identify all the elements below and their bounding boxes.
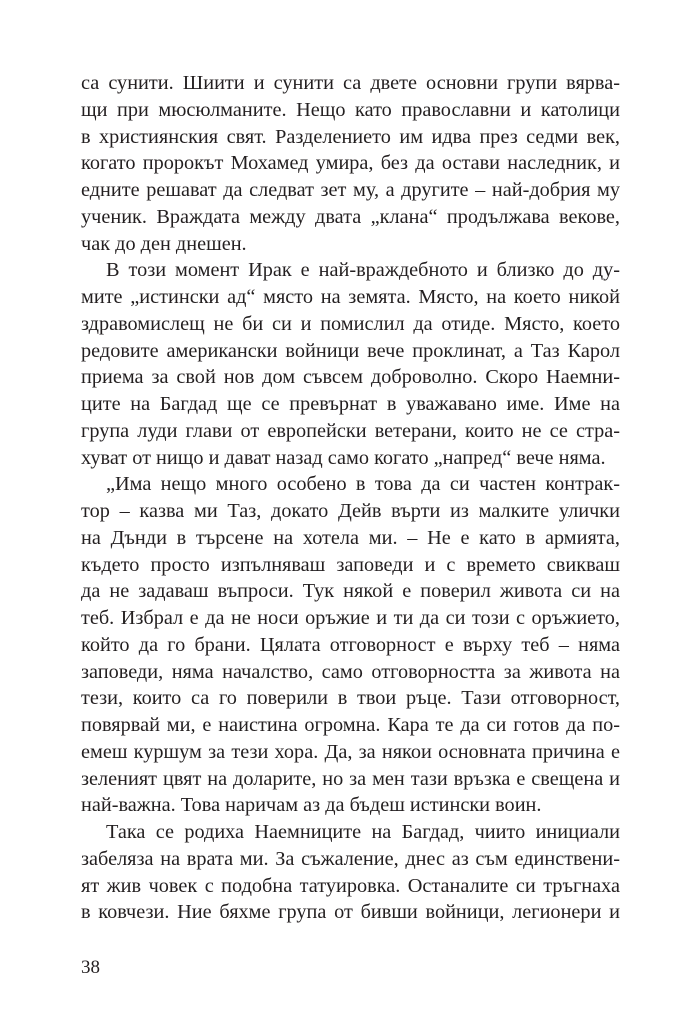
text-line: В този момент Ирак е най-враждебното и близко до ду-	[106, 259, 620, 282]
text-line: който да го брани. Цялата отговорност е върху теб – няма	[81, 633, 620, 656]
paragraph	[81, 70, 620, 257]
text-line: ят жив човек с подобна татуировка. Останалите си тръгнаха	[81, 874, 620, 897]
text-line: хуват от нищо и дават назад само когато „напред“ вече няма.	[81, 446, 606, 469]
text-line: най-важна. Това наричам аз да бъдеш истински воин.	[81, 794, 542, 817]
text-line: зеленият цвят на доларите, но за мен тази връзка е свещена и	[81, 767, 620, 790]
body-text	[81, 70, 620, 926]
text-line: са сунити. Шиити и сунити са двете основни групи вярва-	[81, 72, 620, 94]
text-line: едните решават да следват зет му, а другите – най-добрия му	[81, 179, 620, 201]
text-line: ците на Багдад ще се превърнат в уважавано име. Име на	[81, 393, 620, 415]
page-number: 38	[81, 957, 100, 978]
text-line: когато пророкът Мохамед умира, без да остави наследник, и	[81, 152, 620, 175]
paragraph	[81, 819, 620, 926]
text-line: да не задаваш въпроси. Тук някой е поверил живота си на	[81, 580, 620, 603]
text-line: повярвай ми, е наистина огромна. Кара те да си готов да по-	[81, 714, 620, 736]
text-line: приема за свой нов дом съвсем доброволно. Скоро Наемни-	[81, 366, 620, 389]
text-line: здравомислещ не би си и помислил да отиде. Място, което	[81, 312, 620, 335]
text-line: на Дънди в търсене на хотела ми. – Не е като в армията,	[81, 526, 620, 549]
text-line: група луди глави от европейски ветерани, които не се стра-	[81, 419, 620, 442]
text-line: редовите американски войници вече проклинат, а Таз Карол	[81, 339, 620, 362]
paragraph	[81, 471, 620, 819]
text-line: мите „истински ад“ място на земята. Място, на което никой	[81, 286, 620, 308]
text-line: чак до ден днешен.	[81, 232, 247, 255]
text-line: заповеди, няма началство, само отговорността за живота на	[81, 660, 620, 683]
text-line: теб. Избрал е да не носи оръжие и ти да си този с оръжието,	[81, 607, 620, 629]
paragraph	[81, 257, 620, 471]
text-line: щи при мюсюлманите. Нещо като православни и католици	[81, 98, 620, 121]
text-line: Така се родиха Наемниците на Багдад, чиито инициали	[106, 821, 620, 843]
text-line: в ковчези. Ние бяхме група от бивши войници, легионери и	[81, 901, 620, 924]
text-line: където просто изпълняваш заповеди и с времето свикваш	[81, 553, 620, 576]
text-line: ученик. Враждата между двата „клана“ продължава векове,	[81, 205, 620, 228]
text-line: забеляза на врата ми. За съжаление, днес аз съм единствени-	[81, 847, 620, 870]
text-line: тор – казва ми Таз, докато Дейв върти из малките улички	[81, 500, 620, 522]
text-line: тези, които са го поверили в твои ръце. Тази отговорност,	[81, 687, 620, 710]
text-line: в християнския свят. Разделението им идва през седми век,	[81, 125, 620, 148]
text-line: „Има нещо много особено в това да си частен контрак-	[106, 473, 620, 496]
text-line: емеш куршум за тези хора. Да, за някои основната причина е	[81, 740, 620, 763]
